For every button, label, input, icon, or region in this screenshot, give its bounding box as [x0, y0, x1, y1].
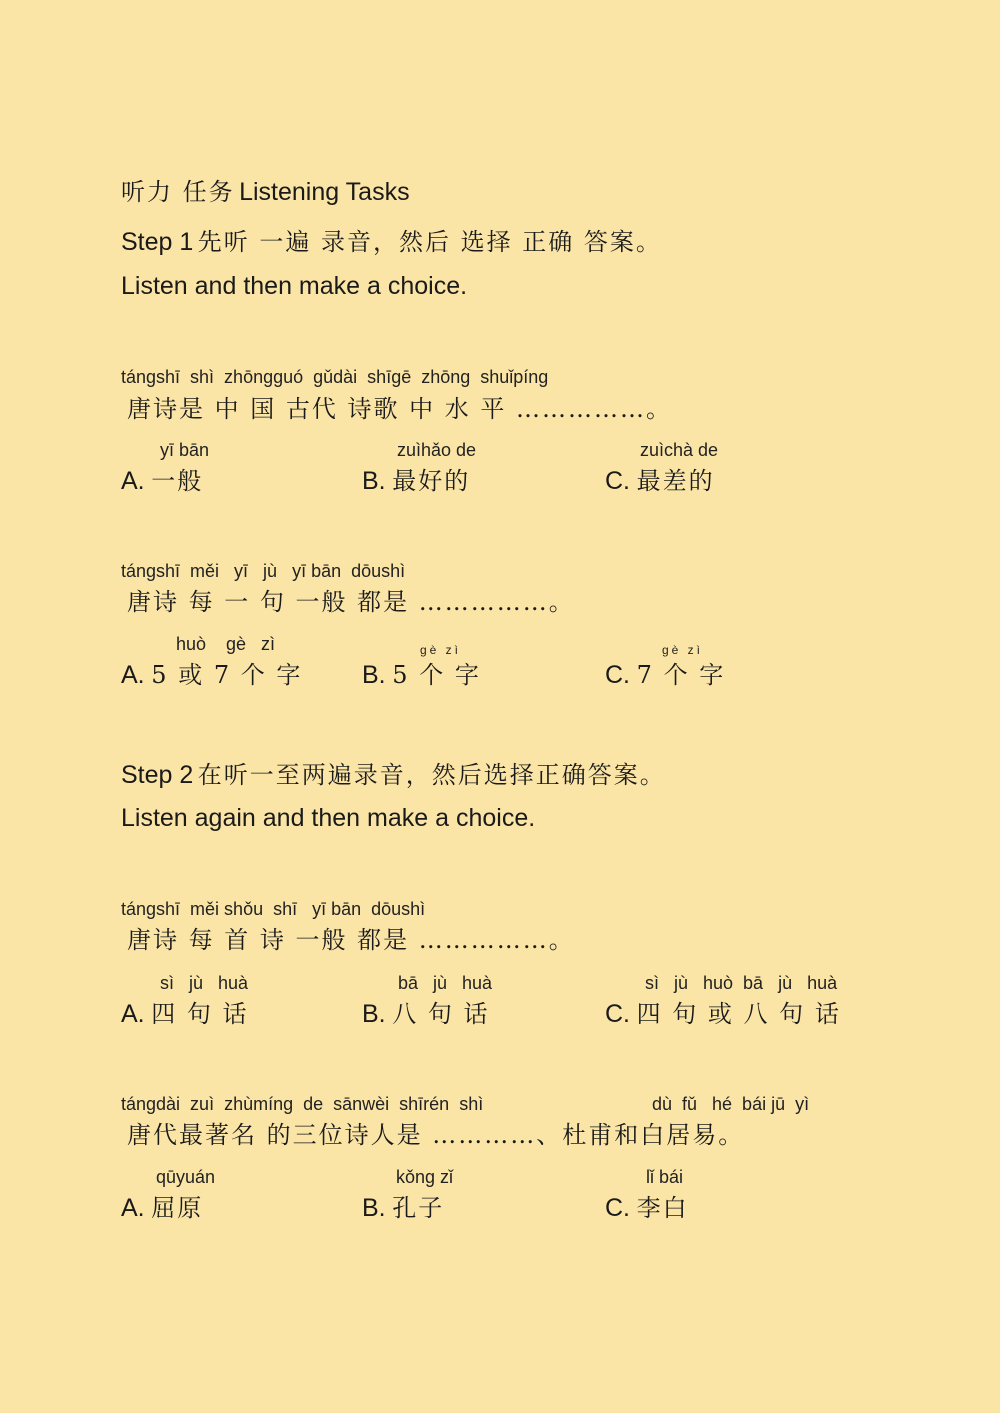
q2-pinyin: tángshī měi yī jù yī bān dōushì	[121, 561, 406, 581]
q3-option-a[interactable]	[121, 994, 249, 1029]
q2-option-a[interactable]	[121, 655, 302, 690]
q2-option-b[interactable]	[362, 655, 481, 690]
option-text: 四 句 话	[151, 1000, 249, 1028]
step1-instruction	[121, 222, 662, 257]
option-letter: C.	[605, 467, 630, 495]
step2-instruction-en: Listen again and then make a choice.	[121, 804, 536, 832]
step2-label: Step 2	[121, 761, 194, 789]
q1-option-c[interactable]	[605, 461, 715, 496]
q4-option-a-pinyin: qūyuán	[156, 1167, 216, 1187]
option-letter: A.	[121, 1000, 145, 1028]
q4-option-b[interactable]	[362, 1188, 444, 1223]
option-letter: B.	[362, 467, 386, 495]
step2-instruction-zh: 在听一至两遍录音，然后选择正确答案。	[197, 761, 666, 789]
option-letter: A.	[121, 1194, 145, 1222]
title-en: Listening Tasks	[239, 178, 410, 206]
q3-option-b-pinyin: bā jù huà	[398, 973, 493, 993]
q1-option-a-pinyin: yī bān	[160, 440, 210, 460]
q1-option-b[interactable]	[362, 461, 470, 496]
q4-sentence: 唐代最著名 的三位诗人是 …………、杜甫和白居易。	[127, 1121, 745, 1149]
q1-sentence: 唐诗是 中 国 古代 诗歌 中 水 平 ……………。	[127, 395, 673, 423]
page-title	[121, 172, 410, 207]
q3-option-c-pinyin: sì jù huò bā jù huà	[645, 973, 838, 993]
q3-option-b[interactable]	[362, 994, 490, 1029]
title-zh: 听力 任务	[121, 178, 235, 206]
option-letter: A.	[121, 467, 145, 495]
option-text: 5 个 字	[392, 661, 481, 689]
q4-option-b-pinyin: kǒng zǐ	[396, 1167, 454, 1187]
option-text: 八 句 话	[392, 1000, 490, 1028]
option-letter: C.	[605, 661, 630, 689]
q4-option-c[interactable]	[605, 1188, 689, 1223]
q3-option-c[interactable]	[605, 994, 841, 1029]
step1-instruction-en: Listen and then make a choice.	[121, 272, 468, 300]
q2-option-b-pinyin: gè zì	[420, 643, 462, 657]
step1-label: Step 1	[121, 228, 194, 256]
option-text: 一般	[151, 467, 204, 495]
q1-option-b-pinyin: zuìhǎo de	[397, 440, 477, 460]
q4-option-c-pinyin: lǐ bái	[646, 1167, 684, 1187]
option-letter: B.	[362, 1000, 386, 1028]
q2-option-c[interactable]	[605, 655, 725, 690]
q4-option-a[interactable]	[121, 1188, 203, 1223]
option-text: 最好的	[392, 467, 471, 495]
option-text: 7 个 字	[636, 661, 726, 689]
option-letter: A.	[121, 661, 145, 689]
option-text: 孔子	[392, 1194, 445, 1222]
option-text: 最差的	[636, 467, 715, 495]
q1-option-c-pinyin: zuìchà de	[640, 440, 719, 460]
q1-option-a[interactable]	[121, 461, 203, 496]
step1-instruction-zh: 先听 一遍 录音，然后 选择 正确 答案。	[197, 228, 662, 256]
option-text: 李白	[636, 1194, 689, 1222]
q3-option-a-pinyin: sì jù huà	[160, 973, 249, 993]
q1-pinyin: tángshī shì zhōngguó gǔdài shīgē zhōng shuǐpíng	[121, 367, 549, 387]
option-letter: B.	[362, 661, 386, 689]
q2-option-c-pinyin: gè zì	[662, 643, 704, 657]
q3-sentence: 唐诗 每 首 诗 一般 都是 ……………。	[127, 926, 575, 954]
option-text: 屈原	[151, 1194, 204, 1222]
step2-instruction	[121, 755, 666, 790]
option-letter: C.	[605, 1000, 630, 1028]
q4-pinyin: tángdài zuì zhùmíng de sānwèi shīrén shì	[121, 1094, 484, 1114]
q2-option-a-pinyin: huò gè zì	[176, 634, 276, 654]
q2-sentence: 唐诗 每 一 句 一般 都是 ……………。	[127, 588, 575, 616]
q3-pinyin: tángshī měi shǒu shī yī bān dōushì	[121, 899, 426, 919]
option-letter: C.	[605, 1194, 630, 1222]
option-text: 5 或 7 个 字	[151, 661, 303, 689]
option-letter: B.	[362, 1194, 386, 1222]
option-text: 四 句 或 八 句 话	[636, 1000, 841, 1028]
q4-pinyin-right: dù fǔ hé bái jū yì	[652, 1094, 810, 1114]
